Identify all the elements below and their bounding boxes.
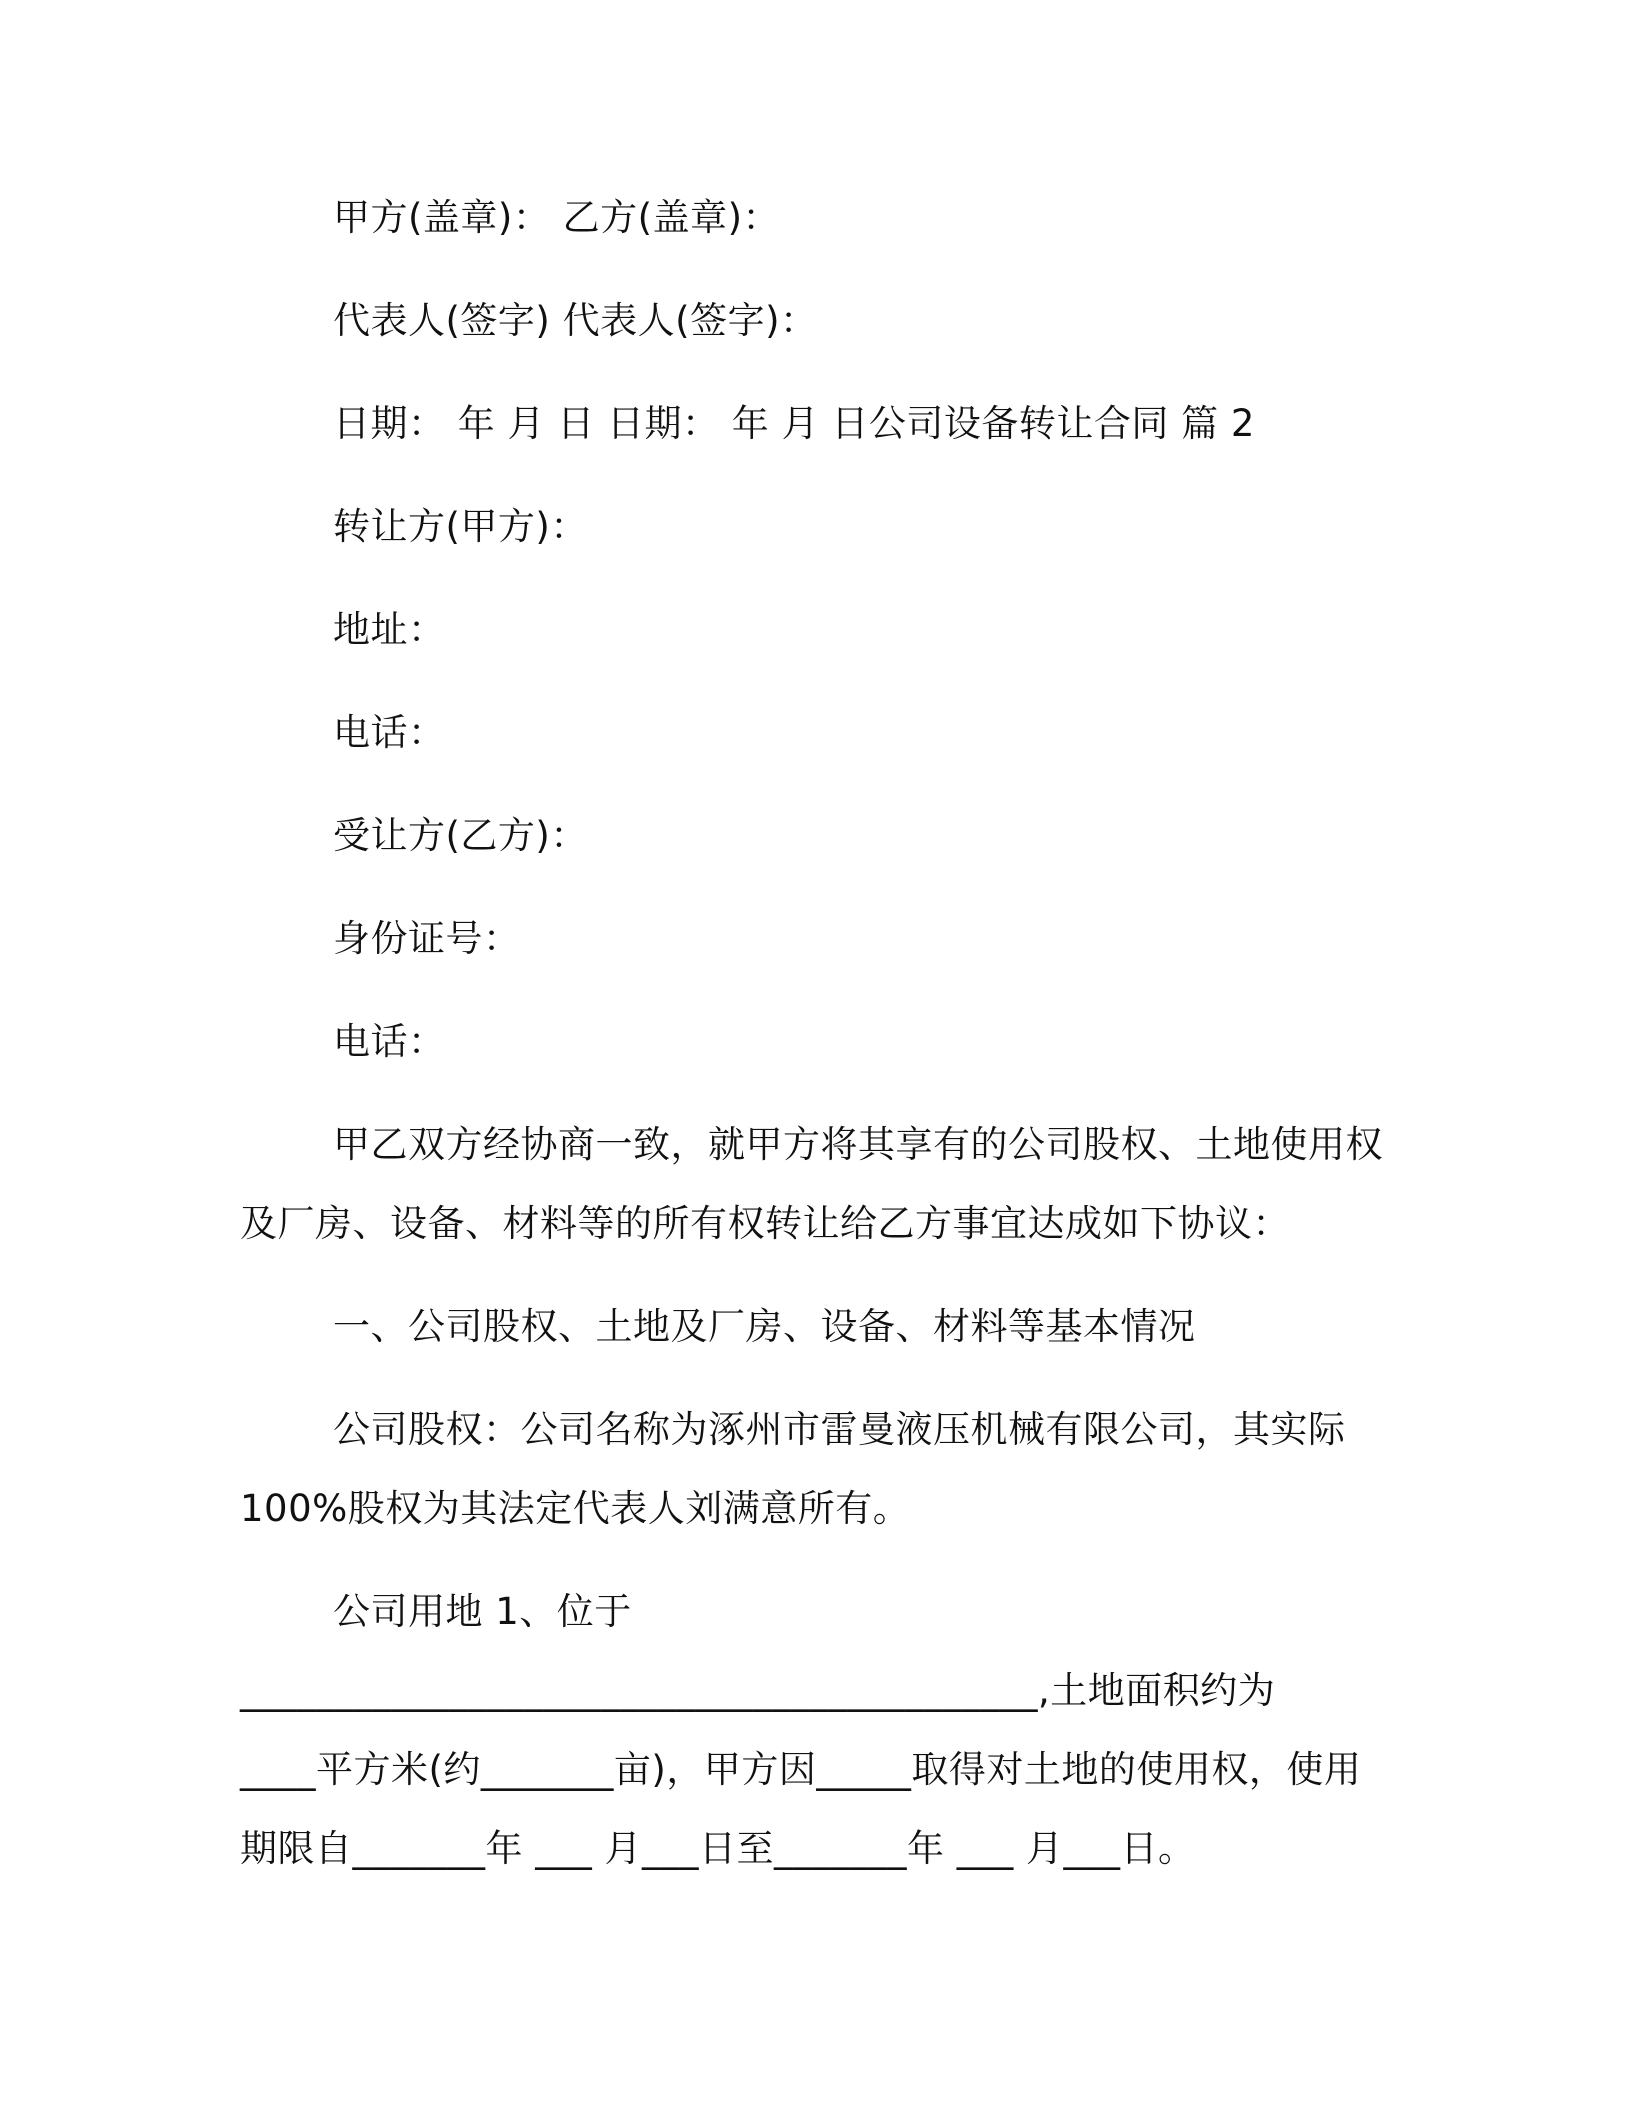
address-label: 地址： (333, 608, 446, 651)
land-paragraph-line-3: ____平方米(约_______亩)，甲方因_____取得对土地的使用权，使用 (240, 1748, 1362, 1791)
transferor-label: 转让方(甲方)： (333, 505, 588, 548)
equity-paragraph-line-2: 100%股权为其法定代表人刘满意所有。 (240, 1487, 911, 1530)
phone-label: 电话： (333, 711, 446, 754)
representative-signature-line: 代表人(签字) 代表人(签字)： (333, 299, 818, 342)
transferee-label: 受让方(乙方)： (333, 814, 588, 857)
land-paragraph-line-4: 期限自_______年 ___ 月___日至_______年 ___ 月___日。 (240, 1827, 1196, 1870)
land-paragraph-line-2: __________________________________________,土地面积约为 (240, 1669, 1276, 1712)
date-heading-line: 日期： 年 月 日 日期： 年 月 日公司设备转让合同 篇 2 (333, 402, 1255, 445)
agreement-paragraph-line-1: 甲乙双方经协商一致，就甲方将其享有的公司股权、土地使用权 (333, 1123, 1383, 1166)
section-heading: 一、公司股权、土地及厂房、设备、材料等基本情况 (333, 1305, 1196, 1348)
agreement-paragraph-line-2: 及厂房、设备、材料等的所有权转让给乙方事宜达成如下协议： (240, 1202, 1290, 1245)
id-number-label: 身份证号： (333, 917, 521, 960)
signature-party-line: 甲方(盖章)： 乙方(盖章)： (333, 196, 781, 239)
phone-label-2: 电话： (333, 1020, 446, 1063)
land-paragraph-line-1: 公司用地 1、位于 (333, 1590, 632, 1633)
equity-paragraph-line-1: 公司股权：公司名称为涿州市雷曼液压机械有限公司，其实际 (333, 1408, 1346, 1451)
